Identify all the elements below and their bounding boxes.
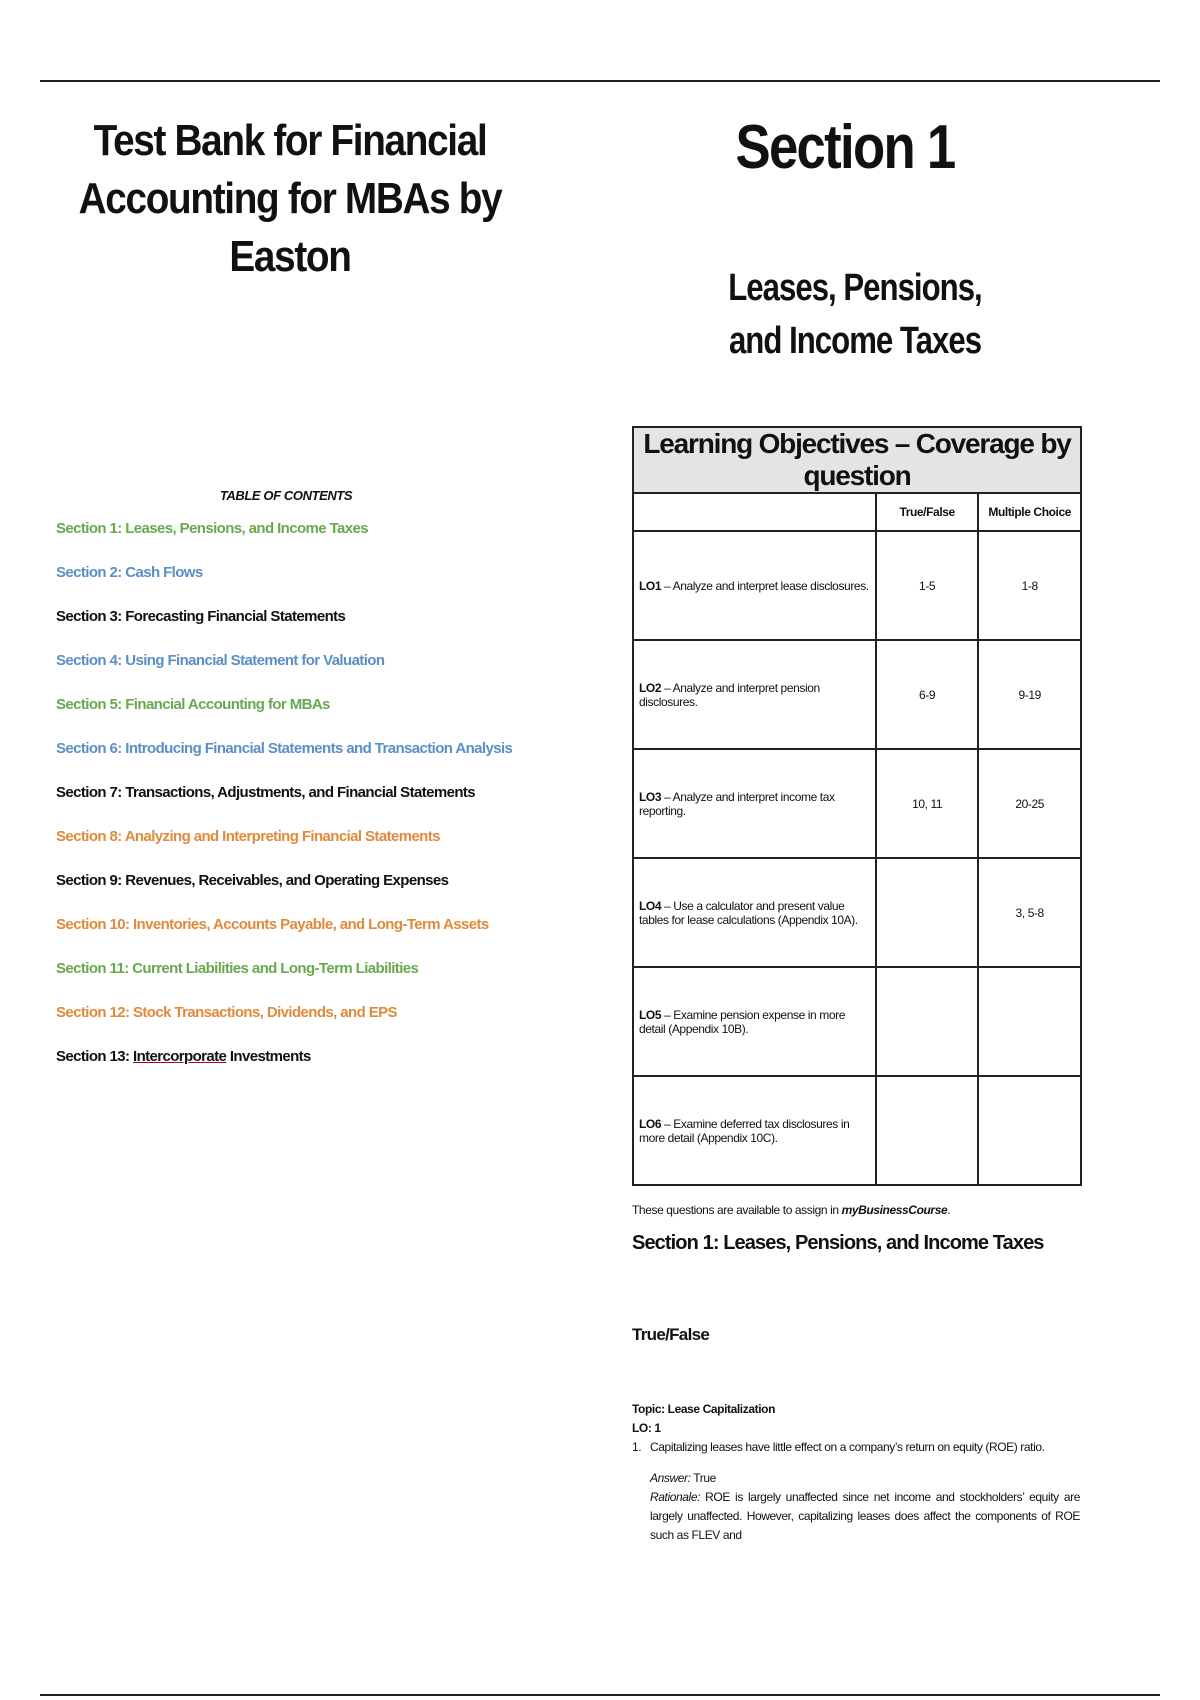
- true-false-heading: True/False: [632, 1325, 710, 1344]
- multiple-choice-cell: [978, 1076, 1081, 1185]
- toc-list: [56, 519, 576, 1047]
- toc-item-label: Investments: [226, 1048, 311, 1065]
- toc-item-section-3[interactable]: Section 3: Forecasting Financial Statements: [56, 608, 346, 625]
- section-subheading: Section 1: Leases, Pensions, and Income Taxes: [632, 1232, 1044, 1254]
- bottom-divider: [40, 1694, 1160, 1696]
- true-false-cell: [876, 1076, 979, 1185]
- toc-item-section-12[interactable]: Section 12: Stock Transactions, Dividends, and EPS: [56, 1004, 397, 1021]
- objective-code: LO2: [639, 680, 662, 695]
- question-text-row: [632, 1438, 1080, 1457]
- question-number: 1.: [632, 1440, 642, 1454]
- toc-heading: TABLE OF CONTENTS: [219, 488, 353, 503]
- objective-cell: [633, 858, 876, 967]
- table-body: [633, 531, 1081, 1185]
- table-row: [633, 967, 1081, 1076]
- table-row: [633, 531, 1081, 640]
- objective-description: – Examine deferred tax disclosures in more detail (Appendix 10C).: [639, 1116, 850, 1145]
- table-row: [633, 1076, 1081, 1185]
- toc-item-section-5[interactable]: Section 5: Financial Accounting for MBAs: [56, 696, 330, 713]
- note-emphasis: myBusinessCourse: [841, 1203, 948, 1217]
- toc-item-section-7[interactable]: Section 7: Transactions, Adjustments, and Financial Statements: [56, 784, 476, 801]
- section-subtitle-line: Leases, Pensions,: [728, 267, 982, 309]
- question-lo: LO: 1: [632, 1421, 661, 1435]
- objective-code: LO6: [639, 1116, 662, 1131]
- toc-item-section-2[interactable]: Section 2: Cash Flows: [56, 564, 203, 581]
- top-divider: [40, 80, 1160, 82]
- multiple-choice-cell: 9-19: [978, 640, 1081, 749]
- objective-cell: [633, 1076, 876, 1185]
- toc-item-section-11[interactable]: Section 11: Current Liabilities and Long-Term Liabilities: [56, 960, 419, 977]
- answer-label: Answer:: [650, 1471, 691, 1485]
- table-of-contents: [56, 488, 576, 1091]
- section-subtitle-line: and Income Taxes: [728, 320, 982, 362]
- toc-item-section-9[interactable]: Section 9: Revenues, Receivables, and Operating Expenses: [56, 872, 449, 889]
- question-topic: Topic: Lease Capitalization: [632, 1402, 776, 1416]
- multiple-choice-cell: 3, 5-8: [978, 858, 1081, 967]
- toc-item-section-1[interactable]: Section 1: Leases, Pensions, and Income Taxes: [56, 520, 369, 537]
- toc-item-section-10[interactable]: Section 10: Inventories, Accounts Payable, and Long-Term Assets: [56, 916, 489, 933]
- answer-value: True: [690, 1471, 716, 1485]
- toc-item-section-8[interactable]: Section 8: Analyzing and Interpreting Financial Statements: [56, 828, 440, 845]
- multiple-choice-cell: 20-25: [978, 749, 1081, 858]
- note-text: These questions are available to assign in: [632, 1203, 842, 1217]
- toc-item-section-4[interactable]: Section 4: Using Financial Statement for Valuation: [56, 652, 385, 669]
- toc-item-label-underlined: Intercorporate: [133, 1048, 227, 1065]
- objective-code: LO4: [639, 898, 662, 913]
- rationale-label: Rationale:: [650, 1490, 701, 1504]
- multiple-choice-cell: 1-8: [978, 531, 1081, 640]
- toc-item-section-6[interactable]: Section 6: Introducing Financial Statements and Transaction Analysis: [56, 740, 513, 757]
- table-caption: Learning Objectives – Coverage by question: [633, 427, 1081, 493]
- table-row: [633, 858, 1081, 967]
- column-header-objective: [633, 493, 876, 531]
- toc-item-section-13[interactable]: [56, 1047, 576, 1091]
- toc-item-label: Section 13:: [56, 1048, 133, 1065]
- answer-block: [650, 1469, 1080, 1545]
- objective-description: – Examine pension expense in more detail (Appendix 10B).: [639, 1007, 845, 1036]
- objective-description: – Analyze and interpret pension disclosures.: [639, 680, 820, 709]
- objective-cell: [633, 967, 876, 1076]
- true-false-cell: 10, 11: [876, 749, 979, 858]
- objective-cell: [633, 531, 876, 640]
- column-header-true-false: True/False: [876, 493, 979, 531]
- objective-description: – Analyze and interpret income tax reporting.: [639, 789, 835, 818]
- question-text: Capitalizing leases have little effect on a company’s return on equity (ROE) ratio.: [650, 1440, 1045, 1454]
- true-false-cell: 1-5: [876, 531, 979, 640]
- true-false-cell: [876, 858, 979, 967]
- section-subtitle: [679, 262, 1032, 368]
- answer-line: [650, 1469, 1080, 1488]
- true-false-cell: [876, 967, 979, 1076]
- question-item: [632, 1400, 1080, 1545]
- objective-cell: [633, 749, 876, 858]
- objective-code: LO5: [639, 1007, 662, 1022]
- true-false-cell: 6-9: [876, 640, 979, 749]
- table-row: [633, 640, 1081, 749]
- availability-note: [632, 1203, 950, 1217]
- document-title: Test Bank for Financial Accounting for MBAs by Easton: [78, 116, 502, 281]
- objective-description: – Use a calculator and present value tables for lease calculations (Appendix 10A).: [639, 898, 858, 927]
- table-row: [633, 749, 1081, 858]
- column-header-multiple-choice: Multiple Choice: [978, 493, 1081, 531]
- objective-code: LO1: [639, 578, 662, 593]
- section-title: Section 1: [735, 113, 955, 182]
- multiple-choice-cell: [978, 967, 1081, 1076]
- rationale-line: [650, 1488, 1080, 1545]
- objective-description: – Analyze and interpret lease disclosures.: [661, 578, 869, 593]
- rationale-text: ROE is largely unaffected since net income and stockholders’ equity are largely unaffected. However, capitalizing leases does affect the components of ROE such as FLEV and: [650, 1490, 1080, 1542]
- objective-cell: [633, 640, 876, 749]
- learning-objectives-table: [632, 426, 1082, 1186]
- objective-code: LO3: [639, 789, 662, 804]
- note-suffix: .: [947, 1203, 951, 1217]
